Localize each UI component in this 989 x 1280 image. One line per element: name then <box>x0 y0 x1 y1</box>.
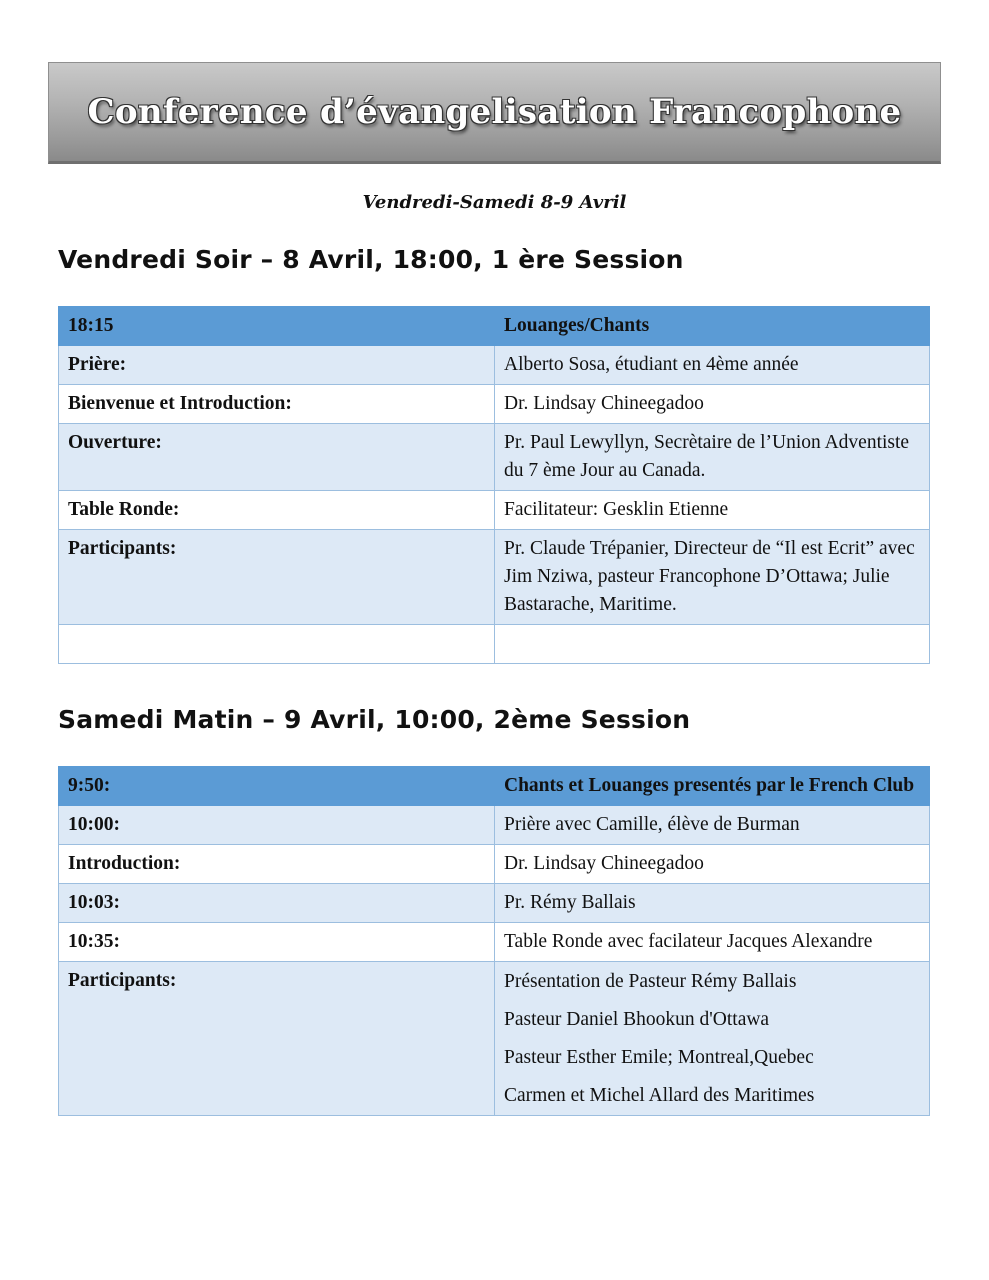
row-label: Introduction: <box>59 845 495 884</box>
document-subtitle: Vendredi-Samedi 8-9 Avril <box>362 192 627 213</box>
table-row <box>59 346 930 385</box>
session1-title: Vendredi Soir – 8 Avril, 18:00, 1 ère Session <box>58 245 684 274</box>
row-value: Dr. Lindsay Chineegadoo <box>495 385 930 424</box>
row-label: Ouverture: <box>59 424 495 491</box>
row-label: Participants: <box>59 962 495 1116</box>
table-row <box>59 385 930 424</box>
table-row <box>59 530 930 625</box>
participant-line: Pasteur Esther Emile; Montreal,Quebec <box>504 1047 814 1068</box>
participants-list <box>495 962 930 1116</box>
table-row <box>59 625 930 664</box>
participant-line: Carmen et Michel Allard des Maritimes <box>504 1085 815 1106</box>
row-value: Alberto Sosa, étudiant en 4ème année <box>495 346 930 385</box>
row-value: Facilitateur: Gesklin Etienne <box>495 491 930 530</box>
participant-line: Présentation de Pasteur Rémy Ballais <box>504 971 797 992</box>
row-value: Table Ronde avec facilateur Jacques Alexandre <box>495 923 930 962</box>
row-label: 9:50: <box>59 767 495 806</box>
row-value: Prière avec Camille, élève de Burman <box>495 806 930 845</box>
row-label: Table Ronde: <box>59 491 495 530</box>
table-row <box>59 307 930 346</box>
row-value: Chants et Louanges presentés par le French Club <box>495 767 930 806</box>
table-row <box>59 884 930 923</box>
row-label: 18:15 <box>59 307 495 346</box>
table-row <box>59 806 930 845</box>
session2-title: Samedi Matin – 9 Avril, 10:00, 2ème Session <box>58 705 691 734</box>
table-row <box>59 845 930 884</box>
document-title: Conference d’évangelisation Francophone <box>87 92 902 132</box>
row-label: 10:35: <box>59 923 495 962</box>
row-label <box>59 625 495 664</box>
table-row <box>59 491 930 530</box>
table-row <box>59 424 930 491</box>
row-value: Louanges/Chants <box>495 307 930 346</box>
table-row <box>59 767 930 806</box>
table-row <box>59 962 930 1116</box>
row-value: Pr. Paul Lewyllyn, Secrètaire de l’Union Adventiste du 7 ème Jour au Canada. <box>495 424 930 491</box>
row-label: Bienvenue et Introduction: <box>59 385 495 424</box>
row-label: 10:00: <box>59 806 495 845</box>
title-banner <box>48 62 941 164</box>
session2-table <box>58 766 930 1116</box>
row-label: 10:03: <box>59 884 495 923</box>
table-row <box>59 923 930 962</box>
participant-line: Pasteur Daniel Bhookun d'Ottawa <box>504 1009 770 1030</box>
row-value <box>495 625 930 664</box>
row-label: Prière: <box>59 346 495 385</box>
session1-table <box>58 306 930 664</box>
row-value: Pr. Rémy Ballais <box>495 884 930 923</box>
row-label: Participants: <box>59 530 495 625</box>
row-value: Dr. Lindsay Chineegadoo <box>495 845 930 884</box>
row-value: Pr. Claude Trépanier, Directeur de “Il est Ecrit” avec Jim Nziwa, pasteur Francophone D’Ottawa; Julie Bastarache, Maritime. <box>495 530 930 625</box>
